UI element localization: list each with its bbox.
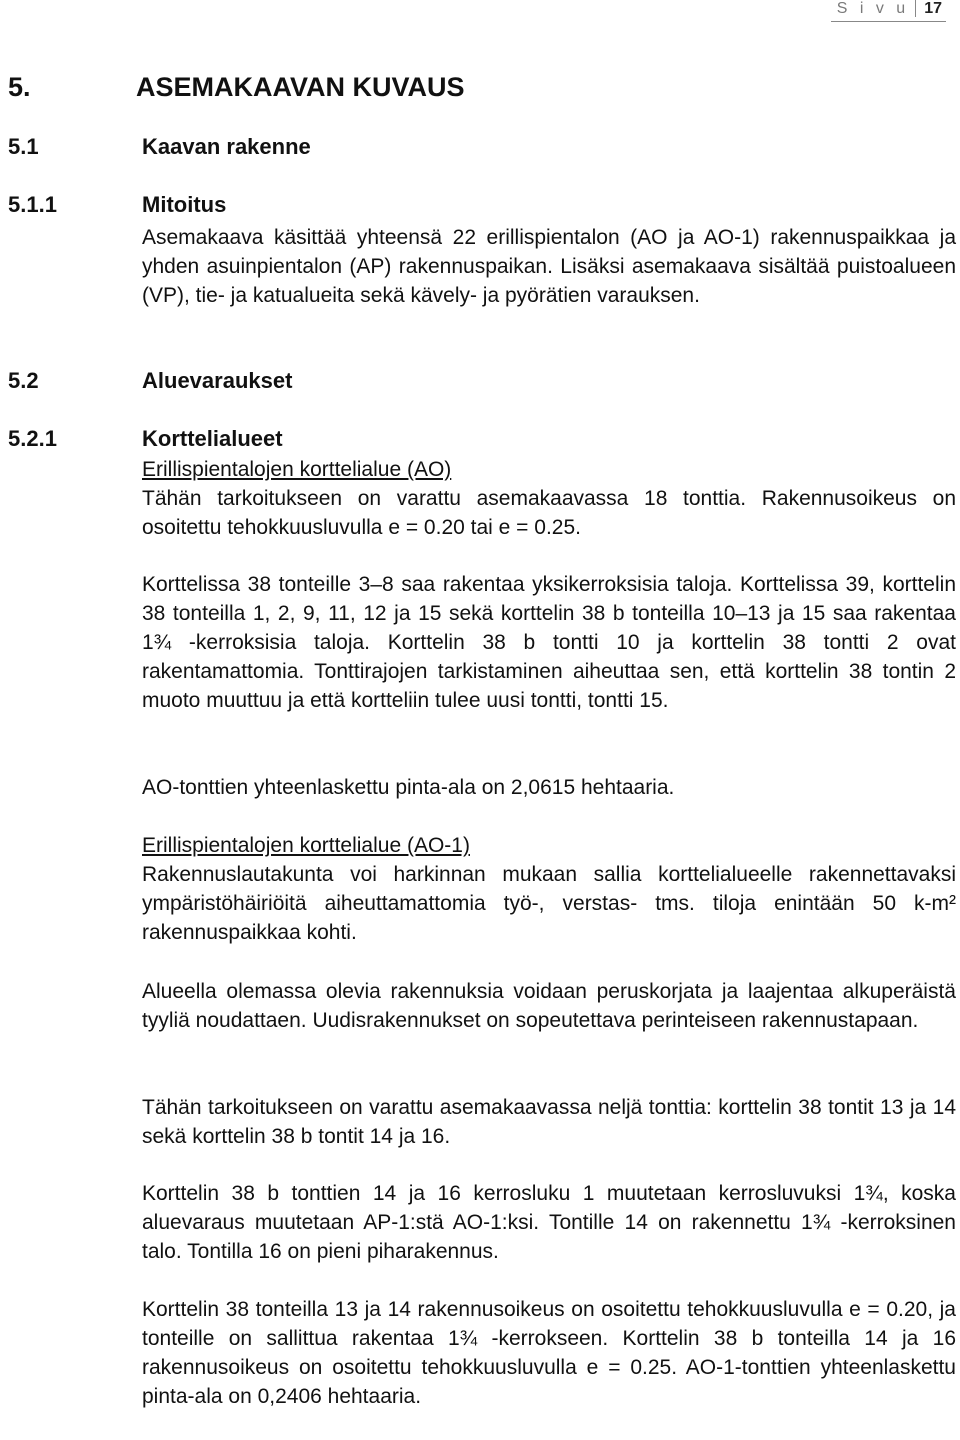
page-number: 17 — [915, 0, 942, 17]
mitoitus-paragraph: Asemakaava käsittää yhteensä 22 erillispientalon (AO ja AO-1) rakennuspaikkaa ja yhden asuinpientalon (AP) rakennuspaikan. Lisäksi asemakaava sisältää puistoalueen (VP), tie- ja katualueita sekä kävely- ja pyörätien varauksen. — [142, 226, 956, 307]
ao-block-3 — [142, 773, 956, 802]
heading-title: Kaavan rakenne — [142, 134, 311, 159]
section-title: ASEMAKAAVAN KUVAUS — [136, 72, 465, 102]
mitoitus-text-block — [142, 223, 956, 310]
ao1-paragraph-1: Rakennuslautakunta voi harkinnan mukaan sallia korttelialueelle rakennettavaksi ympäristöhäiriöitä aiheuttamattomia työ-, verstas- tms. tiloja enintään 50 k-m² rakennuspaikkaa kohti. — [142, 863, 956, 944]
ao1-paragraph-3: Tähän tarkoitukseen on varattu asemakaavassa neljä tonttia: korttelin 38 tontit 13 ja 14 sekä korttelin 38 b tontit 14 ja 16. — [142, 1096, 956, 1148]
ao1-block-5 — [142, 1295, 956, 1411]
ao1-block — [142, 831, 956, 947]
heading-title: Aluevaraukset — [142, 368, 293, 393]
section-number: 5. — [8, 72, 31, 102]
ao-paragraph-1: Tähän tarkoitukseen on varattu asemakaavassa 18 tonttia. Rakennusoikeus on osoitettu tehokkuusluvulla e = 0.20 tai e = 0.25. — [142, 487, 956, 539]
ao-block-2 — [142, 570, 956, 715]
ao1-paragraph-4: Korttelin 38 b tonttien 14 ja 16 kerrosluku 1 muutetaan kerrosluvuksi 1¾, koska aluevaraus muutetaan AP-1:stä AO-1:ksi. Tontille 14 on rakennettu 1¾ -kerroksinen talo. Tontilla 16 on pieni piharakennus. — [142, 1182, 956, 1263]
heading-title: Korttelialueet — [142, 426, 283, 451]
heading-5-1 — [8, 134, 311, 160]
page-label: S i v u — [836, 0, 910, 17]
header-rule — [831, 21, 946, 22]
ao1-paragraph-5: Korttelin 38 tonteilla 13 ja 14 rakennusoikeus on osoitettu tehokkuusluvulla e = 0.20, ja tonteille on sallittua rakentaa 1¾ -kerrokseen. Korttelin 38 b tonteilla 14 ja 16 rakennusoikeus on osoitettu tehokkuusluvulla e = 0.25. AO-1-tonttien yhteenlaskettu pinta-ala on 0,2406 hehtaaria. — [142, 1298, 956, 1408]
ao-paragraph-3: AO-tonttien yhteenlaskettu pinta-ala on 2,0615 hehtaaria. — [142, 776, 675, 799]
heading-5-2-1 — [8, 426, 283, 452]
heading-number: 5.2.1 — [8, 426, 57, 451]
ao-subheading: Erillispientalojen korttelialue (AO) — [142, 458, 452, 481]
heading-5-2 — [8, 368, 292, 394]
section-heading-5 — [8, 72, 465, 103]
heading-number: 5.2 — [8, 368, 39, 393]
ao1-block-3 — [142, 1093, 956, 1151]
heading-number: 5.1 — [8, 134, 39, 159]
heading-5-1-1 — [8, 192, 226, 218]
ao1-block-4 — [142, 1179, 956, 1266]
heading-title: Mitoitus — [142, 192, 227, 217]
ao1-subheading: Erillispientalojen korttelialue (AO-1) — [142, 834, 470, 857]
ao1-paragraph-2: Alueella olemassa olevia rakennuksia voidaan peruskorjata ja laajentaa alkuperäistä tyyliä noudattaen. Uudisrakennukset on sopeutettava perinteiseen rakennustapaan. — [142, 980, 956, 1032]
ao1-block-2 — [142, 977, 956, 1035]
ao-paragraph-2: Korttelissa 38 tonteille 3–8 saa rakentaa yksikerroksisia taloja. Korttelissa 39, korttelin 38 tonteilla 1, 2, 9, 11, 12 ja 15 sekä korttelin 38 b tonteilla 10–13 ja 15 saa rakentaa 1¾ -kerroksisia taloja. Korttelin 38 b tontti 10 ja korttelin 38 tontti 2 ovat rakentamattomia. Tonttirajojen tarkistaminen aiheuttaa sen, että korttelin 38 tontin 2 muoto muuttuu ja että kortteliin tulee uusi tontti, tontti 15. — [142, 573, 956, 712]
heading-number: 5.1.1 — [8, 192, 57, 217]
ao-block — [142, 455, 956, 542]
page-header — [837, 0, 942, 18]
